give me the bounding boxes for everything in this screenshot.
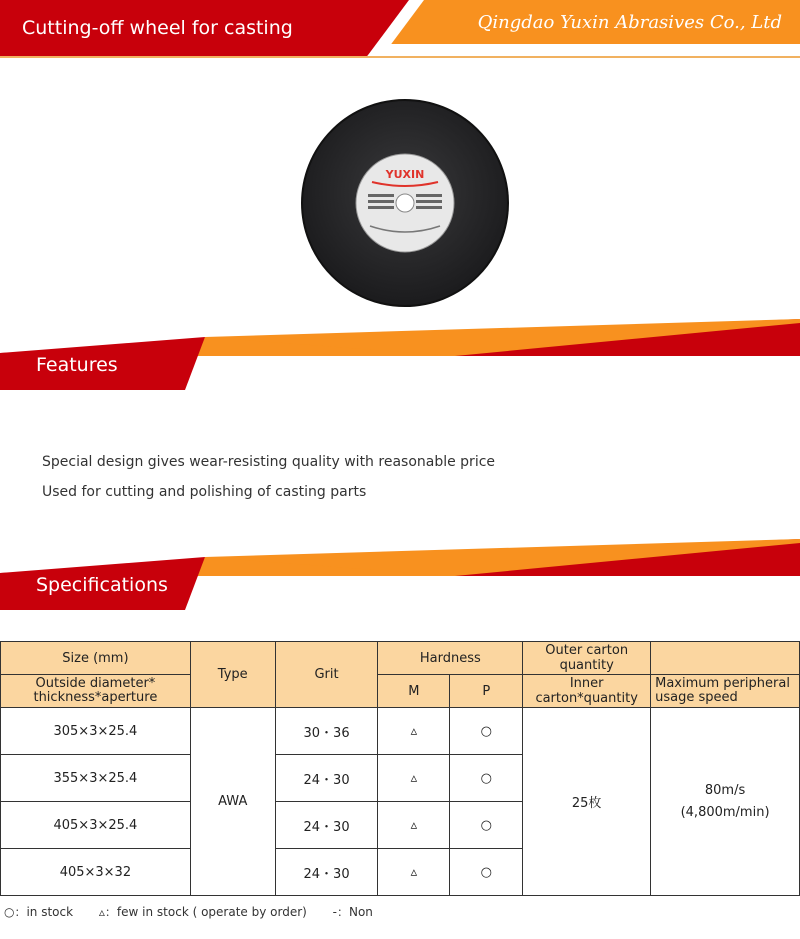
specifications-table (0, 641, 800, 896)
hardness-m-cell: ▵ (378, 849, 450, 896)
specifications-title: Specifications (36, 574, 168, 596)
speed-value: 80m/s (704, 782, 746, 798)
hardness-m-cell: ▵ (378, 708, 450, 755)
grit-cell: 24・30 (275, 755, 378, 802)
header-type: Type (190, 642, 275, 708)
header-blank (651, 642, 800, 675)
hardness-p-cell: ○ (450, 802, 523, 849)
grit-cell: 24・30 (275, 849, 378, 896)
grit-cell: 30・36 (275, 708, 378, 755)
header-max-speed: Maximum peripheral usage speed (651, 675, 800, 708)
legend-none: -：Non (332, 905, 373, 919)
hardness-p-cell: ○ (450, 849, 523, 896)
size-cell: 405×3×25.4 (1, 802, 191, 849)
header-hardness-m: M (378, 675, 450, 708)
table-row (1, 708, 800, 755)
specifications-banner (0, 538, 800, 610)
header-hardness: Hardness (378, 642, 523, 675)
header-grit: Grit (275, 642, 378, 708)
hardness-m-cell: ▵ (378, 802, 450, 849)
size-cell: 355×3×25.4 (1, 755, 191, 802)
features-banner (0, 318, 800, 390)
feature-item: Used for cutting and polishing of casting parts (42, 484, 367, 500)
hardness-p-cell: ○ (450, 755, 523, 802)
page-header (0, 0, 800, 58)
legend-in-stock: ○：in stock (4, 905, 74, 919)
size-cell: 405×3×32 (1, 849, 191, 896)
header-inner-carton: Inner carton*quantity (523, 675, 651, 708)
features-list (42, 447, 495, 507)
speed-cell (651, 708, 800, 896)
carton-cell: 25枚 (523, 708, 651, 896)
grit-cell: 24・30 (275, 802, 378, 849)
header-outer-carton: Outer carton quantity (523, 642, 651, 675)
type-cell: AWA (190, 708, 275, 896)
hardness-p-cell: ○ (450, 708, 523, 755)
hardness-m-cell: ▵ (378, 755, 450, 802)
page-title: Cutting-off wheel for casting (22, 17, 293, 39)
legend-few-in-stock: ▵：few in stock ( operate by order) (98, 905, 307, 919)
size-cell: 305×3×25.4 (1, 708, 191, 755)
header-size: Size (mm) (1, 642, 191, 675)
header-size-sub: Outside diameter* thickness*aperture (1, 675, 191, 708)
speed-value-alt: (4,800m/min) (680, 804, 770, 820)
feature-item: Special design gives wear-resisting quality with reasonable price (42, 454, 496, 470)
product-brand: YUXIN (385, 168, 425, 181)
company-name: Qingdao Yuxin Abrasives Co., Ltd (477, 12, 782, 33)
cutting-wheel-image (300, 98, 510, 308)
features-title: Features (36, 354, 118, 376)
header-hardness-p: P (450, 675, 523, 708)
header-bottom-line (0, 56, 800, 58)
stock-legend (4, 903, 395, 920)
